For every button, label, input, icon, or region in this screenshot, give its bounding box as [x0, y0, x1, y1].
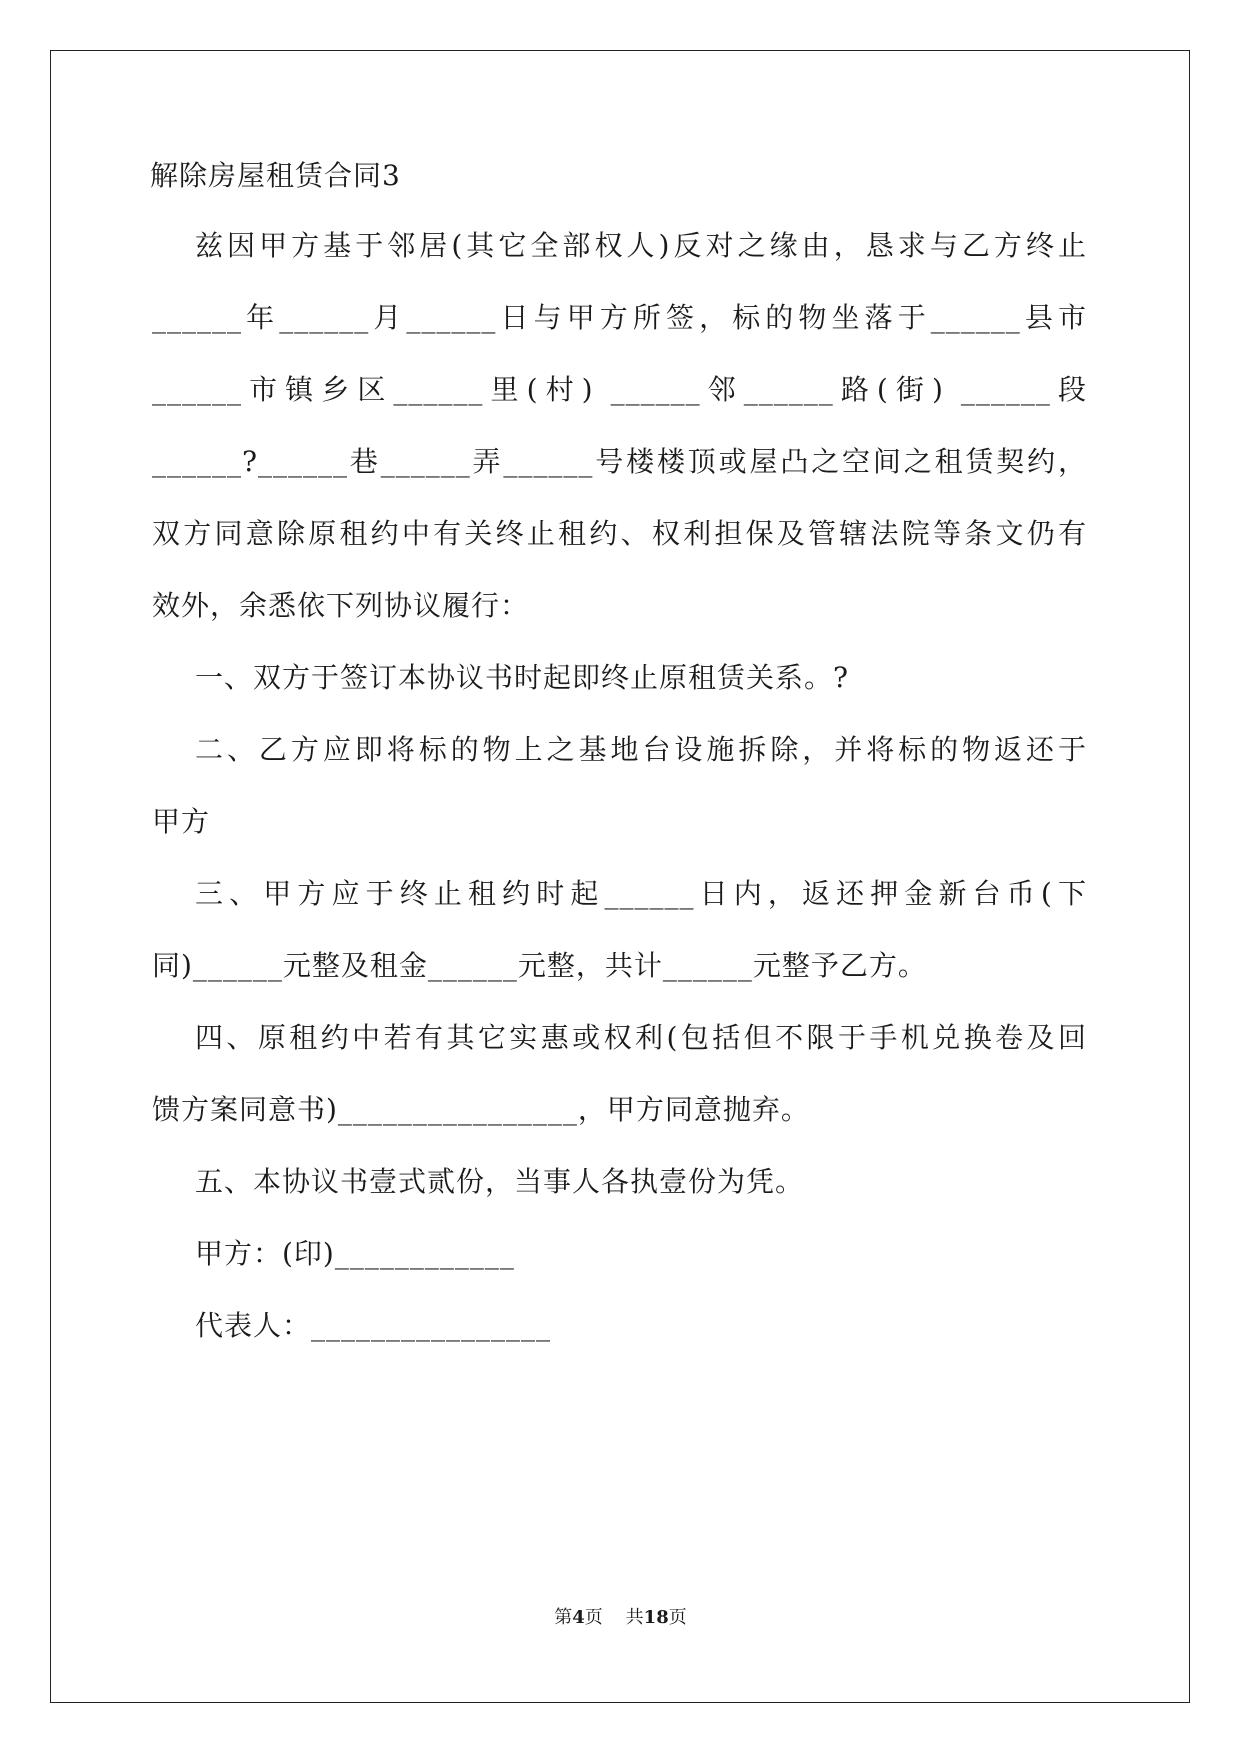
paragraph-line: 兹因甲方基于邻居(其它全部权人)反对之缘由，恳求与乙方终止	[195, 229, 1087, 262]
representative-signature: 代表人：________________	[195, 1309, 552, 1342]
clause-3-continued: 同)______元整及租金______元整，共计______元整予乙方。	[152, 949, 927, 982]
paragraph-line: 效外，余悉依下列协议履行：	[152, 589, 530, 622]
clause-5: 五、本协议书壹式贰份，当事人各执壹份为凭。	[195, 1165, 805, 1198]
clause-4: 四、原租约中若有其它实惠或权利(包括但不限于手机兑换卷及回	[195, 1021, 1087, 1054]
clause-1: 一、双方于签订本协议书时起即终止原租赁关系。?	[195, 661, 850, 694]
document-title: 解除房屋租赁合同3	[150, 159, 401, 192]
footer-total-prefix: 共	[625, 1607, 644, 1628]
footer-prefix: 第	[554, 1607, 573, 1628]
footer-total-suffix: 页	[668, 1607, 687, 1628]
paragraph-line: ______市镇乡区______里(村) ______邻______路(街) ______段	[152, 373, 1087, 406]
page-footer	[0, 1606, 1241, 1630]
clause-4-continued: 馈方案同意书)________________，甲方同意抛弃。	[152, 1093, 810, 1126]
clause-2-continued: 甲方	[152, 805, 211, 838]
clause-2: 二、乙方应即将标的物上之基地台设施拆除，并将标的物返还于	[195, 733, 1087, 766]
party-a-signature: 甲方：(印)____________	[195, 1237, 515, 1270]
paragraph-line: ______年______月______日与甲方所签，标的物坐落于______县市	[152, 301, 1087, 334]
footer-total-pages: 18	[643, 1607, 669, 1628]
footer-page-suffix: 页	[584, 1607, 603, 1628]
paragraph-line: 双方同意除原租约中有关终止租约、权利担保及管辖法院等条文仍有	[152, 517, 1087, 550]
paragraph-line: ______?______巷______弄______号楼楼顶或屋凸之空间之租赁契约，	[152, 445, 1087, 478]
footer-page-number: 4	[572, 1607, 585, 1628]
clause-3: 三、甲方应于终止租约时起______日内，返还押金新台币(下	[195, 877, 1087, 910]
